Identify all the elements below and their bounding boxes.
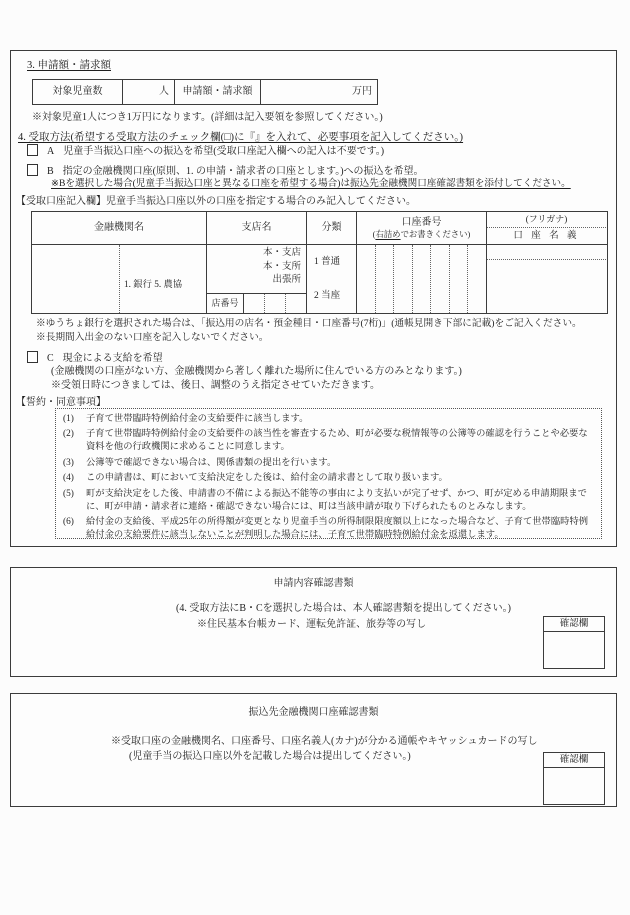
option-c-row xyxy=(27,351,163,366)
confirmation-stamp-box xyxy=(543,752,605,805)
account-holder-cell xyxy=(487,245,606,313)
bank-table-note-2: ※長期間入出金のない口座を記入しないでください。 xyxy=(36,332,269,343)
pledge-item-number: (5) xyxy=(63,488,74,499)
children-count-label: 対象児童数 xyxy=(33,80,123,104)
account-entry-label: 【受取口座記入欄】児童手当振込口座以外の口座を指定する場合のみ記入してください。 xyxy=(16,196,416,207)
bank-table-header-row xyxy=(32,212,607,245)
branch-number-row xyxy=(207,293,306,313)
option-c-sub2: ※受領日時につきましては、後日、調整のうえ指定させていただきます。 xyxy=(51,380,380,391)
bank-type-option[interactable]: 1. 銀行 5. 農協 xyxy=(124,280,183,290)
confirmation-stamp-label: 確認欄 xyxy=(543,752,605,768)
pledge-section-label: 【誓約・同意事項】 xyxy=(16,397,106,408)
branch-number-cells xyxy=(244,294,306,313)
section4-title: 4. 受取方法(希望する受取方法のチェック欄(□)に『』を入れて、必要事項を記入してください。) xyxy=(18,132,464,143)
pledge-item-text: 給付金の支給後、平成25年の所得額が変更となり児童手当の所得制限限度額以上になった場合など、子育て世帯臨時特例給付金の支給要件に該当しないことが判明した場合には、子育て世帯臨時特例給付金を返還します。 xyxy=(86,516,589,540)
section3-note: ※対象児童1人につき1万円になります。(詳細は記入要領を参照してください。) xyxy=(32,112,383,123)
option-c-label: 現金による支給を希望 xyxy=(62,353,163,364)
branch-type-option[interactable]: 出張所 xyxy=(272,275,301,285)
account-number-digit-cell[interactable] xyxy=(394,245,413,313)
confirmation-stamp-area[interactable] xyxy=(543,768,605,805)
amount-label: 申請額・請求額 xyxy=(175,80,261,104)
application-docs-box xyxy=(10,567,617,677)
pledge-item xyxy=(61,413,595,426)
bank-table-note-1: ※ゆうちょ銀行を選択された場合は、「振込用の店名・預金種目・口座番号(7桁)」(通帳見開き下部に記載)をご記入ください。 xyxy=(36,318,582,329)
option-b-note: ※Bを選択した場合(児童手当振込口座と異なる口座を希望する場合)は振込先金融機関口座確認書類を添付してください。 xyxy=(51,178,571,189)
holder-name-input[interactable] xyxy=(487,260,606,313)
class-option-ordinary[interactable]: 1 普通 xyxy=(314,256,341,267)
amount-table xyxy=(32,79,378,105)
option-b-checkbox[interactable] xyxy=(27,164,38,176)
bank-name-cell xyxy=(32,245,207,313)
header-bank-name: 金融機関名 xyxy=(32,212,207,244)
bank-docs-line2: (児童手当の振込口座以外を記載した場合は提出してください。) xyxy=(129,751,411,762)
account-number-digit-cell[interactable] xyxy=(468,245,486,313)
bank-table-data-row xyxy=(32,245,607,313)
application-docs-title: 申請内容確認書類 xyxy=(273,578,354,589)
bank-docs-line1: ※受取口座の金融機関名、口座番号、口座名義人(カナ)が分かる通帳やキヤッシュカードの写し xyxy=(111,736,538,747)
application-docs-line1: (4. 受取方法にB・Cを選択した場合は、本人確認書類を提出してください。) xyxy=(176,603,511,614)
header-class: 分類 xyxy=(307,212,357,244)
option-a-row xyxy=(27,144,384,159)
pledge-item xyxy=(61,472,595,485)
holder-furigana-input[interactable] xyxy=(487,245,606,260)
main-form-box xyxy=(10,50,617,547)
furigana-label: (フリガナ) xyxy=(487,212,606,228)
bank-account-table xyxy=(31,211,608,314)
pledge-item-number: (4) xyxy=(63,473,74,484)
option-a-label: 児童手当振込口座への振込を希望(受取口座記入欄への記入は不要です。) xyxy=(63,146,385,157)
bank-type-options xyxy=(120,245,206,313)
class-option-current[interactable]: 2 当座 xyxy=(314,290,341,301)
pledge-item-number: (6) xyxy=(63,516,74,527)
pledge-item-text: 子育て世帯臨時特例給付金の支給要件に該当します。 xyxy=(86,414,309,424)
account-number-digit-cell[interactable] xyxy=(357,245,376,313)
pledge-item xyxy=(61,488,595,514)
pledge-item xyxy=(61,516,595,542)
pledge-items-box xyxy=(55,408,602,539)
branch-type-option[interactable]: 本・支店 xyxy=(262,248,301,258)
option-b-code: B xyxy=(47,166,54,177)
option-b-row xyxy=(27,164,424,179)
header-account-number xyxy=(357,212,487,244)
account-number-digit-cell[interactable] xyxy=(413,245,432,313)
pledge-item-text: 町が支給決定をした後、申請書の不備による振込不能等の事由により支払いが完了せず、かつ、町が定める申請期限までに、町が申請・請求者に連絡・確認できない場合には、町は当該申請が取り下げられたものとみなします。 xyxy=(86,488,587,512)
account-number-digit-cell[interactable] xyxy=(450,245,469,313)
pledge-item xyxy=(61,457,595,470)
option-c-checkbox[interactable] xyxy=(27,351,38,363)
header-branch-name: 支店名 xyxy=(207,212,307,244)
option-a-code: A xyxy=(47,146,55,157)
amount-input-cell[interactable] xyxy=(261,80,377,104)
pledge-item-text: 子育て世帯臨時特例給付金の支給要件の該当性を審査するため、町が必要な税情報等の公簿等の確認を行うことや必要な資料を他の行政機関に求めることに同意します。 xyxy=(86,429,588,453)
account-number-note: (右詰めでお書きください) xyxy=(372,230,471,240)
holder-label: 口 座 名 義 xyxy=(513,230,580,241)
branch-number-label: 店番号 xyxy=(207,294,244,313)
bank-docs-box xyxy=(10,693,617,807)
confirmation-stamp-box xyxy=(543,616,605,669)
pledge-item-number: (3) xyxy=(63,457,74,468)
account-number-title: 口座番号 xyxy=(401,216,442,228)
option-a-checkbox[interactable] xyxy=(27,144,38,156)
application-docs-line2: ※住民基本台帳カード、運転免許証、旅券等の写し xyxy=(197,619,427,630)
pledge-item-text: この申請書は、町において支給決定をした後は、給付金の請求書として取り扱います。 xyxy=(86,473,448,484)
header-account-holder xyxy=(487,212,606,244)
branch-cell xyxy=(207,245,307,313)
section3-title: 3. 申請額・請求額 xyxy=(27,60,111,71)
branch-number-digit-cell[interactable] xyxy=(265,294,286,313)
option-c-sub1: (金融機関の口座がない方、金融機関から著しく離れた場所に住んでいる方のみとなります。) xyxy=(51,366,462,377)
branch-number-digit-cell[interactable] xyxy=(244,294,265,313)
account-number-cell xyxy=(357,245,487,313)
amount-unit-label: 万円 xyxy=(352,86,372,98)
branch-type-option[interactable]: 本・支所 xyxy=(262,261,301,272)
bank-docs-title: 振込先金融機関口座確認書類 xyxy=(248,707,379,718)
confirmation-stamp-label: 確認欄 xyxy=(543,616,605,632)
account-number-digit-cell[interactable] xyxy=(376,245,395,313)
branch-number-digit-cell[interactable] xyxy=(286,294,306,313)
pledge-item-number: (2) xyxy=(63,429,74,440)
pledge-item-text: 公簿等で確認できない場合は、関係書類の提出を行います。 xyxy=(86,457,337,468)
option-c-code: C xyxy=(47,353,54,364)
account-class-cell xyxy=(307,245,357,313)
branch-name-input[interactable] xyxy=(207,245,306,293)
children-unit-label: 人 xyxy=(159,86,169,98)
pledge-item-number: (1) xyxy=(63,414,74,424)
confirmation-stamp-area[interactable] xyxy=(543,632,605,669)
pledge-item xyxy=(61,428,595,454)
bank-name-input[interactable] xyxy=(32,245,120,313)
children-count-input-cell[interactable] xyxy=(123,80,175,104)
account-number-digit-cell[interactable] xyxy=(431,245,450,313)
option-b-label: 指定の金融機関口座(原則、1. の申請・請求者の口座とします。)への振込を希望。 xyxy=(62,166,424,177)
